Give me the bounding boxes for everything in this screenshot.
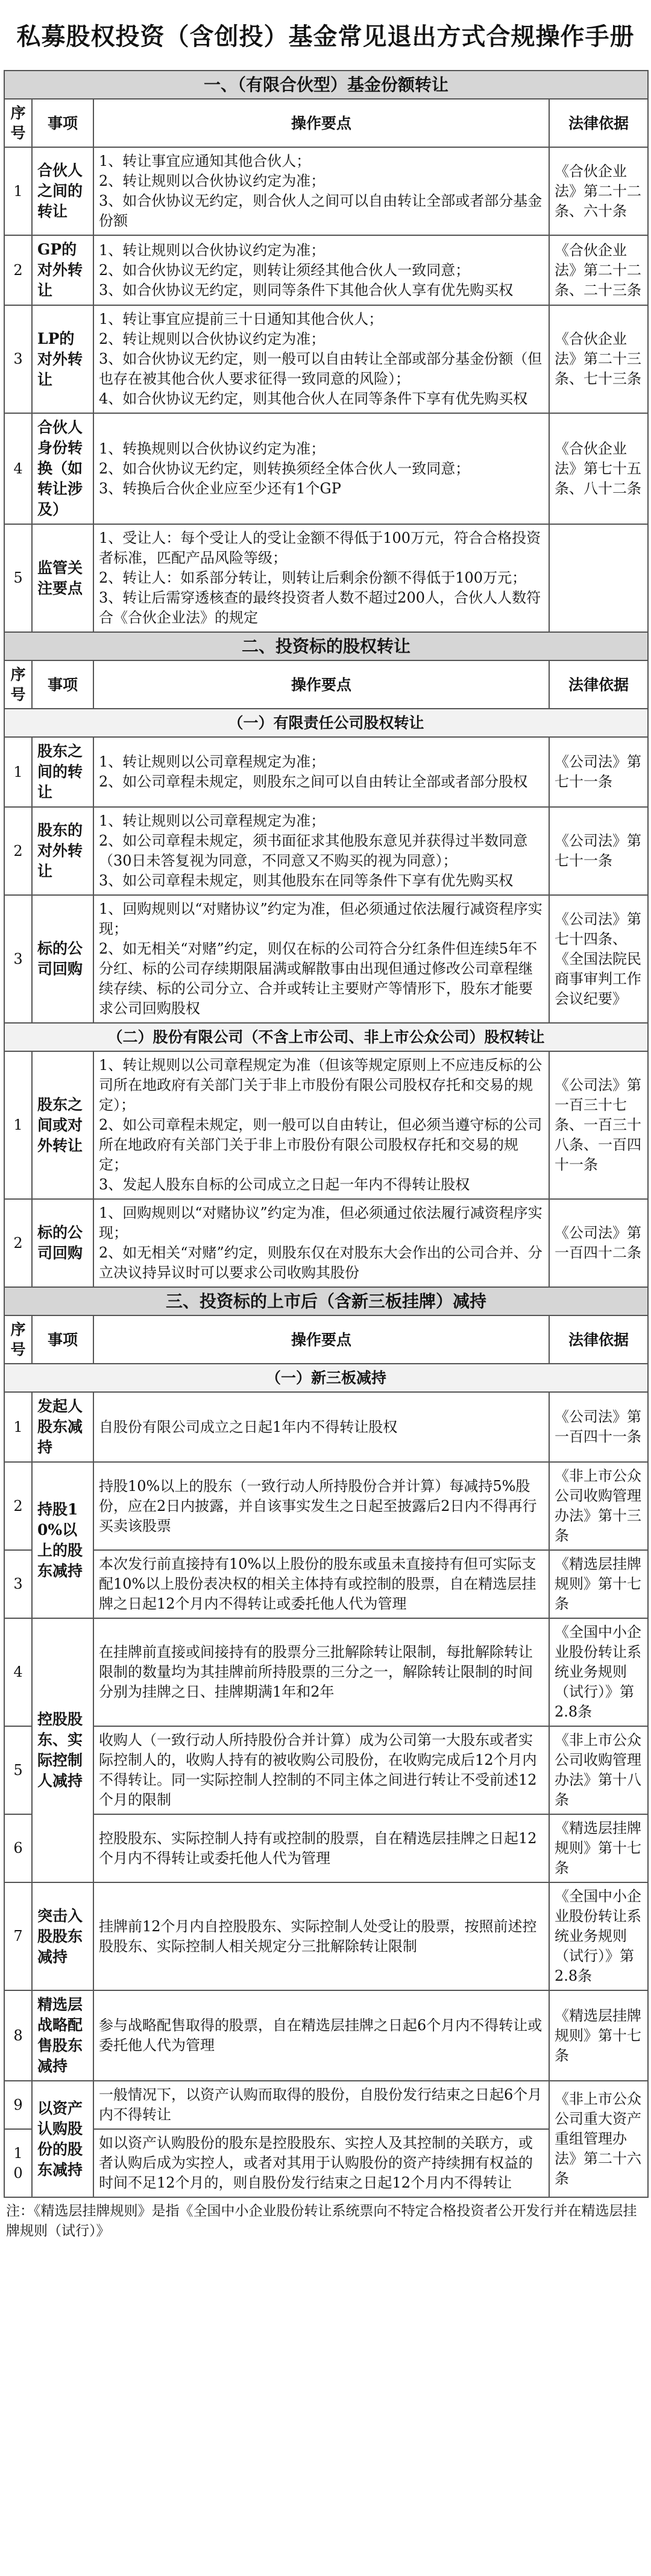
table-row — [4, 1462, 648, 1550]
row-item: 监管关注要点 — [32, 524, 93, 632]
row-law: 《非上市公众公司收购管理办法》第十八条 — [549, 1726, 648, 1814]
header-no: 序号 — [4, 99, 32, 147]
row-item: 合伙人之间的转让 — [32, 147, 93, 235]
row-points: 自股份有限公司成立之日起1年内不得转让股权 — [93, 1392, 549, 1462]
table-row — [4, 147, 648, 235]
header-no: 序号 — [4, 1315, 32, 1364]
header-law: 法律依据 — [549, 99, 648, 147]
operations-table — [4, 70, 649, 2198]
table-row — [4, 1882, 648, 1990]
header-law: 法律依据 — [549, 660, 648, 709]
row-points: 1、回购规则以“对赌协议”约定为准，但必须通过依法履行减资程序实现； 2、如无相关“对赌”约定，则股东仅在对股东大会作出的公司合并、分立决议持异议时可以要求公司收购其股份 — [93, 1199, 549, 1287]
table-row — [4, 737, 648, 807]
row-points: 1、转让规则以公司章程规定为准（但该等规定原则上不应违反标的公司所在地政府有关部门关于非上市股份有限公司股权存托和交易的规定）； 2、如公司章程未规定，则一般可以自由转让，但必须当遵守标的公司所在地政府有关部门关于非上市股份有限公司股权存托和交易的规定； 3、发起人股东自标的公司成立之日起一年内不得转让股权 — [93, 1051, 549, 1199]
row-item: 标的公司回购 — [32, 1199, 93, 1287]
section-heading — [4, 632, 648, 660]
table-row — [4, 807, 648, 895]
section-heading — [4, 71, 648, 99]
row-points: 一般情况下，以资产认购而取得的股份，自股份发行结束之日起6个月内不得转让 — [93, 2081, 549, 2129]
row-item: 以资产认购股份的股东减持 — [32, 2081, 93, 2197]
row-law: 《合伙企业法》第二十二条、二十三条 — [549, 235, 648, 305]
table-row — [4, 1990, 648, 2081]
row-number: 2 — [4, 1462, 32, 1550]
table-row — [4, 1726, 648, 1814]
section-heading-cell: 一、（有限合伙型）基金份额转让 — [4, 71, 648, 99]
row-law: 《公司法》第一百四十一条 — [549, 1392, 648, 1462]
row-number: 2 — [4, 1199, 32, 1287]
row-item: 发起人股东减持 — [32, 1392, 93, 1462]
row-number: 1 — [4, 147, 32, 235]
table-row — [4, 305, 648, 413]
table-header-row — [4, 1315, 648, 1364]
header-item: 事项 — [32, 660, 93, 709]
row-number: 9 — [4, 2081, 32, 2129]
table-row — [4, 895, 648, 1023]
row-law: 《合伙企业法》第七十五条、八十二条 — [549, 413, 648, 524]
subsection-heading-cell: （一）新三板减持 — [4, 1364, 648, 1392]
row-points: 1、转让规则以合伙协议约定为准； 2、如合伙协议无约定，则转让须经其他合伙人一致同意； 3、如合伙协议无约定，则同等条件下其他合伙人享有优先购买权 — [93, 235, 549, 305]
row-item: 合伙人身份转换（如转让涉及） — [32, 413, 93, 524]
row-points: 本次发行前直接持有10%以上股份的股东或虽未直接持有但可实际支配10%以上股份表决权的相关主体持有或控制的股票，自在精选层挂牌之日起12个月内不得转让或委托他人代为管理 — [93, 1550, 549, 1618]
row-number: 10 — [4, 2129, 32, 2197]
row-law: 《公司法》第七十四条、《全国法院民商事审判工作会议纪要》 — [549, 895, 648, 1023]
row-number: 7 — [4, 1882, 32, 1990]
row-number: 4 — [4, 1618, 32, 1726]
row-points: 1、转让事宜应通知其他合伙人； 2、转让规则以合伙协议约定为准； 3、如合伙协议无约定，则合伙人之间可以自由转让全部或者部分基金份额 — [93, 147, 549, 235]
table-row — [4, 1550, 648, 1618]
header-law: 法律依据 — [549, 1315, 648, 1364]
row-item: 股东之间或对外转让 — [32, 1051, 93, 1199]
row-item: 股东之间的转让 — [32, 737, 93, 807]
table-row — [4, 2081, 648, 2129]
row-points: 1、转让事宜应提前三十日通知其他合伙人； 2、转让规则以合伙协议约定为准； 3、如合伙协议无约定，则一般可以自由转让全部或部分基金份额（但也存在被其他合伙人要求征得一致同意的风险）； 4、如合伙协议无约定，则其他合伙人在同等条件下享有优先购买权 — [93, 305, 549, 413]
row-number: 8 — [4, 1990, 32, 2081]
row-points: 1、转换规则以合伙协议约定为准； 2、如合伙协议无约定，则转换须经全体合伙人一致同意； 3、转换后合伙企业应至少还有1个GP — [93, 413, 549, 524]
row-law: 《精选层挂牌规则》第十七条 — [549, 1550, 648, 1618]
row-number: 1 — [4, 1392, 32, 1462]
row-law: 《精选层挂牌规则》第十七条 — [549, 1990, 648, 2081]
row-law: 《全国中小企业股份转让系统业务规则（试行）》第2.8条 — [549, 1882, 648, 1990]
row-law: 《合伙企业法》第二十二条、六十条 — [549, 147, 648, 235]
row-number: 3 — [4, 1550, 32, 1618]
row-points: 1、受让人：每个受让人的受让金额不得低于100万元，符合合格投资者标准，匹配产品风险等级； 2、转让人：如系部分转让，则转让后剩余份额不得低于100万元； 3、转让后需穿透核查的最终投资者人数不超过200人，合伙人人数符合《合伙企业法》的规定 — [93, 524, 549, 632]
row-number: 3 — [4, 305, 32, 413]
row-points: 参与战略配售取得的股票，自在精选层挂牌之日起6个月内不得转让或委托他人代为管理 — [93, 1990, 549, 2081]
row-law: 《公司法》第一百三十七条、一百三十八条、一百四十一条 — [549, 1051, 648, 1199]
row-item: GP的对外转让 — [32, 235, 93, 305]
row-number: 2 — [4, 807, 32, 895]
row-item: 股东的对外转让 — [32, 807, 93, 895]
row-points: 如以资产认购股份的股东是控股股东、实控人及其控制的关联方，或者认购后成为实控人，或者对其用于认购股份的资产持续拥有权益的时间不足12个月的，则自股份发行结束之日起12个月内不得转让 — [93, 2129, 549, 2197]
header-no: 序号 — [4, 660, 32, 709]
subsection-heading-cell: （一）有限责任公司股权转让 — [4, 709, 648, 737]
row-item: 持股10%以上的股东减持 — [32, 1462, 93, 1618]
row-law: 《公司法》第七十一条 — [549, 807, 648, 895]
row-law: 《公司法》第一百四十二条 — [549, 1199, 648, 1287]
table-row — [4, 524, 648, 632]
table-row — [4, 1199, 648, 1287]
table-row — [4, 413, 648, 524]
document-title: 私募股权投资（含创投）基金常见退出方式合规操作手册 — [16, 22, 635, 51]
row-points: 1、转让规则以公司章程规定为准； 2、如公司章程未规定，须书面征求其他股东意见并获得过半数同意（30日未答复视为同意，不同意又不购买的视为同意）； 3、如公司章程未规定，则其他股东在同等条件下享有优先购买权 — [93, 807, 549, 895]
row-points: 持股10%以上的股东（一致行动人所持股份合并计算）每减持5%股份，应在2日内披露，并自该事实发生之日起至披露后2日内不得再行买卖该股票 — [93, 1462, 549, 1550]
row-law: 《公司法》第七十一条 — [549, 737, 648, 807]
section-heading-cell: 二、投资标的股权转让 — [4, 632, 648, 660]
row-number: 6 — [4, 1814, 32, 1882]
header-item: 事项 — [32, 1315, 93, 1364]
row-number: 1 — [4, 1051, 32, 1199]
section-heading — [4, 1287, 648, 1315]
table-header-row — [4, 99, 648, 147]
row-item: LP的对外转让 — [32, 305, 93, 413]
table-row — [4, 1814, 648, 1882]
row-law: 《精选层挂牌规则》第十七条 — [549, 1814, 648, 1882]
row-law: 《非上市公众公司重大资产重组管理办法》第二十六条 — [549, 2081, 648, 2197]
table-row — [4, 1618, 648, 1726]
row-law: 《非上市公众公司收购管理办法》第十三条 — [549, 1462, 648, 1550]
header-points: 操作要点 — [93, 660, 549, 709]
row-points: 1、回购规则以“对赌协议”约定为准，但必须通过依法履行减资程序实现； 2、如无相关“对赌”约定，则仅在标的公司符合分红条件但连续5年不分红、标的公司存续期限届满或解散事由出现但通过修改公司章程继续存续、标的公司分立、合并或转让主要财产等情形下，股东才能要求公司回购股权 — [93, 895, 549, 1023]
header-item: 事项 — [32, 99, 93, 147]
row-number: 1 — [4, 737, 32, 807]
table-row — [4, 1051, 648, 1199]
header-points: 操作要点 — [93, 99, 549, 147]
table-row — [4, 235, 648, 305]
row-item: 精选层战略配售股东减持 — [32, 1990, 93, 2081]
row-number: 3 — [4, 895, 32, 1023]
row-law: 《全国中小企业股份转让系统业务规则（试行）》第2.8条 — [549, 1618, 648, 1726]
header-points: 操作要点 — [93, 1315, 549, 1364]
row-item: 标的公司回购 — [32, 895, 93, 1023]
row-points: 1、转让规则以公司章程规定为准； 2、如公司章程未规定，则股东之间可以自由转让全部或者部分股权 — [93, 737, 549, 807]
row-number: 2 — [4, 235, 32, 305]
section-heading-cell: 三、投资标的上市后（含新三板挂牌）减持 — [4, 1287, 648, 1315]
subsection-heading — [4, 1364, 648, 1392]
row-law — [549, 524, 648, 632]
row-points: 在挂牌前直接或间接持有的股票分三批解除转让限制，每批解除转让限制的数量均为其挂牌前所持股票的三分之一，解除转让限制的时间分别为挂牌之日、挂牌期满1年和2年 — [93, 1618, 549, 1726]
row-number: 4 — [4, 413, 32, 524]
subsection-heading — [4, 1023, 648, 1051]
row-law: 《合伙企业法》第二十三条、七十三条 — [549, 305, 648, 413]
row-number: 5 — [4, 1726, 32, 1814]
row-points: 收购人（一致行动人所持股份合并计算）成为公司第一大股东或者实际控制人的，收购人持有的被收购公司股份，在收购完成后12个月内不得转让。同一实际控制人控制的不同主体之间进行转让不受前述12个月的限制 — [93, 1726, 549, 1814]
table-row — [4, 1392, 648, 1462]
row-points: 挂牌前12个月内自控股股东、实际控制人处受让的股票，按照前述控股股东、实际控制人相关规定分三批解除转让限制 — [93, 1882, 549, 1990]
row-points: 控股股东、实际控制人持有或控制的股票，自在精选层挂牌之日起12个月内不得转让或委托他人代为管理 — [93, 1814, 549, 1882]
table-header-row — [4, 660, 648, 709]
row-item: 突击入股股东减持 — [32, 1882, 93, 1990]
row-number: 5 — [4, 524, 32, 632]
footnote: 注：《精选层挂牌规则》是指《全国中小企业股份转让系统票向不特定合格投资者公开发行并在精选层挂牌规则（试行）》 — [6, 2203, 637, 2239]
row-item: 控股股东、实际控制人减持 — [32, 1618, 93, 1882]
subsection-heading — [4, 709, 648, 737]
subsection-heading-cell: （二）股份有限公司（不含上市公司、非上市公众公司）股权转让 — [4, 1023, 648, 1051]
